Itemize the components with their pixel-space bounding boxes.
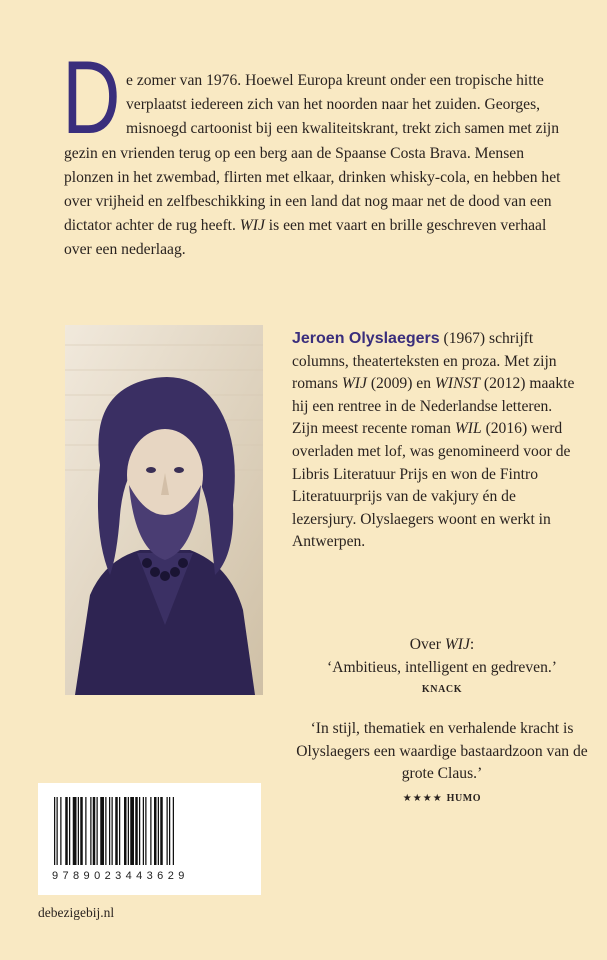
blurb-title: WIJ <box>239 217 265 235</box>
author-bio: Jeroen Olyslaegers (1967) schrijft columns, theaterteksten en proza. Met zijn romans WIJ (2009) en WINST (2012) maakte hij een rentree in de Nederlandse letteren. Zijn meest recente roman WIL (2016) werd overladen met lof, was genomineerd voor de Libris Literatuur Prijs en won de Fintro Literatuurprijs van de vakjury én de lezersjury. Olyslaegers woont en werkt in Antwerpen. <box>292 330 575 551</box>
barcode-bar <box>143 797 144 865</box>
barcode-bar <box>69 797 70 865</box>
review-source: HUMO <box>446 792 482 804</box>
isbn-number: 9789023443629 <box>52 870 189 882</box>
review-text: ‘Ambitieus, intelligent en gedreven.’ <box>327 658 557 676</box>
barcode-bar <box>128 797 129 865</box>
publisher-website[interactable]: debezigebij.nl <box>38 905 115 920</box>
barcode-bar <box>100 797 104 865</box>
author-photo <box>65 325 263 695</box>
barcode-bar <box>167 797 168 865</box>
barcode-bar <box>130 797 134 865</box>
barcode-bar <box>73 797 77 865</box>
blurb-text: e zomer van 1976. Hoewel Europa kreunt onder een tropische hitte verplaatst iedereen zich van het noorden naar het zuiden. Georges, misnoegd cartoonist bij een kwaliteitskrant, trekt zich samen met zijn gezin en vrienden terug op een berg aan de Spaanse Costa Brava. Mensen plonzen in het zwembad, flirten met elkaar, drinken whisky-cola, en hebben het over vrijheid en zelfbeschikking in een land dat nog maar net de dood van een dictator achter de rug heeft. WIJ is een met vaart en brille geschreven verhaal over een nederlaag. <box>64 72 561 259</box>
barcode-bar <box>93 797 96 865</box>
barcode-bar <box>90 797 91 865</box>
barcode-bar <box>85 797 86 865</box>
barcode-bar <box>97 797 98 865</box>
barcode-bar <box>173 797 174 865</box>
drop-cap: D <box>62 40 121 156</box>
book-title-wij: WIJ <box>341 375 367 393</box>
review-text: ‘In stijl, thematiek en verhalende kracht is Olyslaegers een waardige bastaardzoon van de grote Claus.’ <box>296 720 588 782</box>
book-title-winst: WINST <box>434 375 480 393</box>
barcode-bar <box>109 797 110 865</box>
barcode-bar <box>124 797 127 865</box>
barcode-bar <box>54 797 55 865</box>
barcode-bar <box>115 797 118 865</box>
barcode-bar <box>158 797 159 865</box>
barcode-bar <box>160 797 163 865</box>
barcode-bar <box>65 797 68 865</box>
barcode-bar <box>119 797 120 865</box>
blurb <box>62 40 564 263</box>
barcode-bar <box>139 797 140 865</box>
author-name: Jeroen Olyslaegers <box>292 330 440 347</box>
barcode-bar <box>145 797 146 865</box>
barcode-bar <box>169 797 170 865</box>
review-quote-knack <box>292 634 592 702</box>
barcode-bar <box>60 797 61 865</box>
barcode-bar <box>112 797 113 865</box>
barcode-bar <box>135 797 138 865</box>
barcode-bar <box>57 797 58 865</box>
barcode <box>38 783 261 895</box>
barcode-bar <box>105 797 106 865</box>
review-source: KNACK <box>421 684 463 695</box>
barcode-bars <box>52 797 248 867</box>
review-quote-humo <box>292 718 592 810</box>
barcode-bar <box>154 797 157 865</box>
barcode-bar <box>78 797 79 865</box>
barcode-bar <box>150 797 151 865</box>
barcode-bar <box>80 797 83 865</box>
review-intro: Over WIJ: <box>409 636 475 653</box>
book-title-wil: WIL <box>454 420 482 438</box>
star-rating: ★★★★ <box>402 792 443 804</box>
